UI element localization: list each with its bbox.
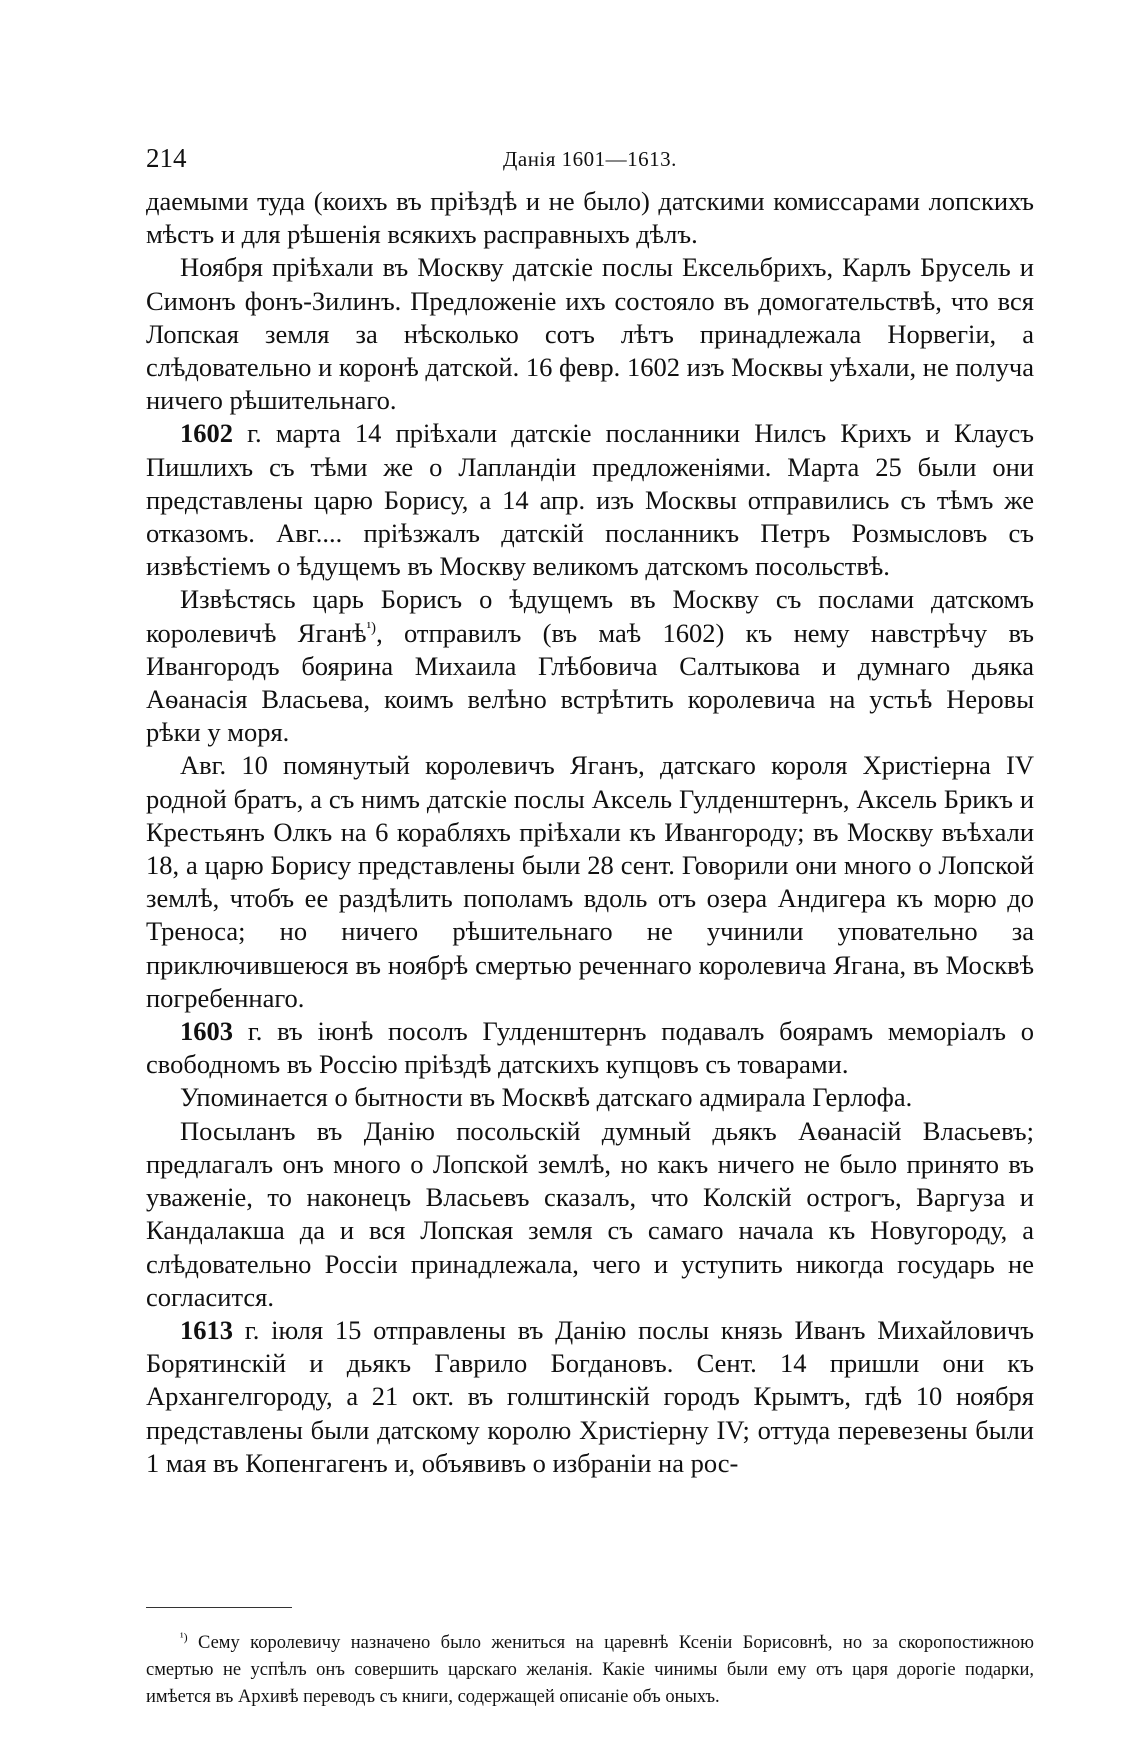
- footnotes: [146, 1630, 1034, 1712]
- footnote-mark: ¹): [180, 1629, 188, 1644]
- paragraph-3-text: г. марта 14 пріѣхали датскіе посланники Нилсъ Крихъ и Клаусъ Пишлихъ съ тѣми же о Лапландіи предложеніями. Марта 25 были они представлены царю Борису, а 14 апр. изъ Москвы отправились съ тѣмъ же отказомъ. Авг.... пріѣзжалъ датскій посланникъ Петръ Розмысловъ съ извѣстіемъ о ѣдущемъ въ Москву великомъ датскомъ посольствѣ.: [146, 418, 1034, 582]
- running-title: Данія 1601—1613.: [503, 147, 677, 171]
- paragraph-9: [146, 1314, 1034, 1480]
- paragraph-9-text: г. іюля 15 отправлены въ Данію послы князь Иванъ Михайловичъ Борятинскій и дьякъ Гаврило Богдановъ. Сент. 14 пришли они къ Архангелгороду, а 21 окт. въ голштинскій городъ Крымтъ, гдѣ 10 ноября представлены были датскому королю Христіерну IV; оттуда перевезены были 1 мая въ Копенгагенъ и, объявивъ о избраніи на рос-: [146, 1314, 1034, 1478]
- body-text: [146, 185, 1034, 1480]
- footnote-1: [146, 1630, 1034, 1712]
- paragraph-4-text-a: Извѣстясь царь Борисъ о ѣдущемъ въ Москву съ послами датскомъ королевичѣ Яганѣ: [146, 584, 1034, 648]
- paragraph-4: [146, 583, 1034, 749]
- footnote-reference: ¹): [366, 619, 377, 636]
- paragraph-7: Упоминается о бытности въ Москвѣ датскаго адмирала Герлофа.: [180, 1082, 913, 1113]
- paragraph-4-text-b: , отправилъ (въ маѣ 1602) къ нему навстрѣчу въ Ивангородъ боярина Михаила Глѣбовича Салтыкова и думнаго дьяка Аѳанасія Власьева, коимъ велѣно встрѣтить королевича на устьѣ Неровы рѣки у моря.: [146, 617, 1034, 748]
- page-number: 214: [146, 143, 187, 173]
- paragraph-6: [146, 1015, 1034, 1081]
- paragraph-3: [146, 417, 1034, 583]
- footnote-text: Сему королевичу назначено было жениться на царевнѣ Ксеніи Борисовнѣ, но за скоропостижною смертью не успѣлъ онъ совершить царскаго желанія. Какіе чинимы были ему отъ царя дорогіе подарки, имѣется въ Архивѣ переводъ съ книги, содержащей описаніе объ оныхъ.: [146, 1633, 1034, 1708]
- paragraph-1: даемыми туда (коихъ въ пріѣздѣ и не было) датскими комиссарами лопскихъ мѣстъ и для рѣшенія всякихъ расправныхъ дѣлъ.: [146, 186, 1034, 250]
- year-1602: 1602: [180, 418, 233, 449]
- paragraph-8: Посыланъ въ Данію посольскій думный дьякъ Аѳанасій Власьевъ; предлагалъ онъ много о Лопской землѣ, но какъ ничего не было принято въ уваженіе, то наконецъ Власьевъ сказалъ, что Колскій острогъ, Варгуза и Кандалакша да и вся Лопская земля съ самаго начала къ Новугороду, а слѣдовательно Россіи принадлежала, чего и уступить никогда государь не согласится.: [146, 1115, 1034, 1312]
- footnote-divider: [146, 1607, 292, 1608]
- paragraph-2: Ноября пріѣхали въ Москву датскіе послы Ексельбрихъ, Карлъ Брусель и Симонъ фонъ-Зилинъ. Предложеніе ихъ состояло въ домогательствѣ, что вся Лопская земля за нѣсколько сотъ лѣтъ принадлежала Норвегіи, а слѣдовательно и коронѣ датской. 16 февр. 1602 изъ Москвы уѣхали, не получа ничего рѣшительнаго.: [146, 252, 1034, 416]
- year-1613: 1613: [180, 1314, 233, 1345]
- page-header: [146, 140, 1034, 180]
- year-1603: 1603: [180, 1016, 233, 1047]
- paragraph-6-text: г. въ іюнѣ посолъ Гулденштернъ подавалъ боярамъ меморіалъ о свободномъ въ Россію пріѣздѣ датскихъ купцовъ съ товарами.: [146, 1016, 1034, 1080]
- paragraph-5: Авг. 10 помянутый королевичъ Яганъ, датскаго короля Христіерна IV родной братъ, а съ нимъ датскіе послы Аксель Гулденштернъ, Аксель Брикъ и Крестьянъ Олкъ на 6 корабляхъ пріѣхали къ Ивангороду; въ Москву въѣхали 18, а царю Борису представлены были 28 сент. Говорили они много о Лопской землѣ, чтобъ ее раздѣлить пополамъ вдоль отъ озера Андигера къ морю до Треноса; но ничего рѣшительнаго не учинили уповательно за приключившеюся въ ноябрѣ смертью реченнаго королевича Ягана, въ Москвѣ погребеннаго.: [146, 750, 1034, 1013]
